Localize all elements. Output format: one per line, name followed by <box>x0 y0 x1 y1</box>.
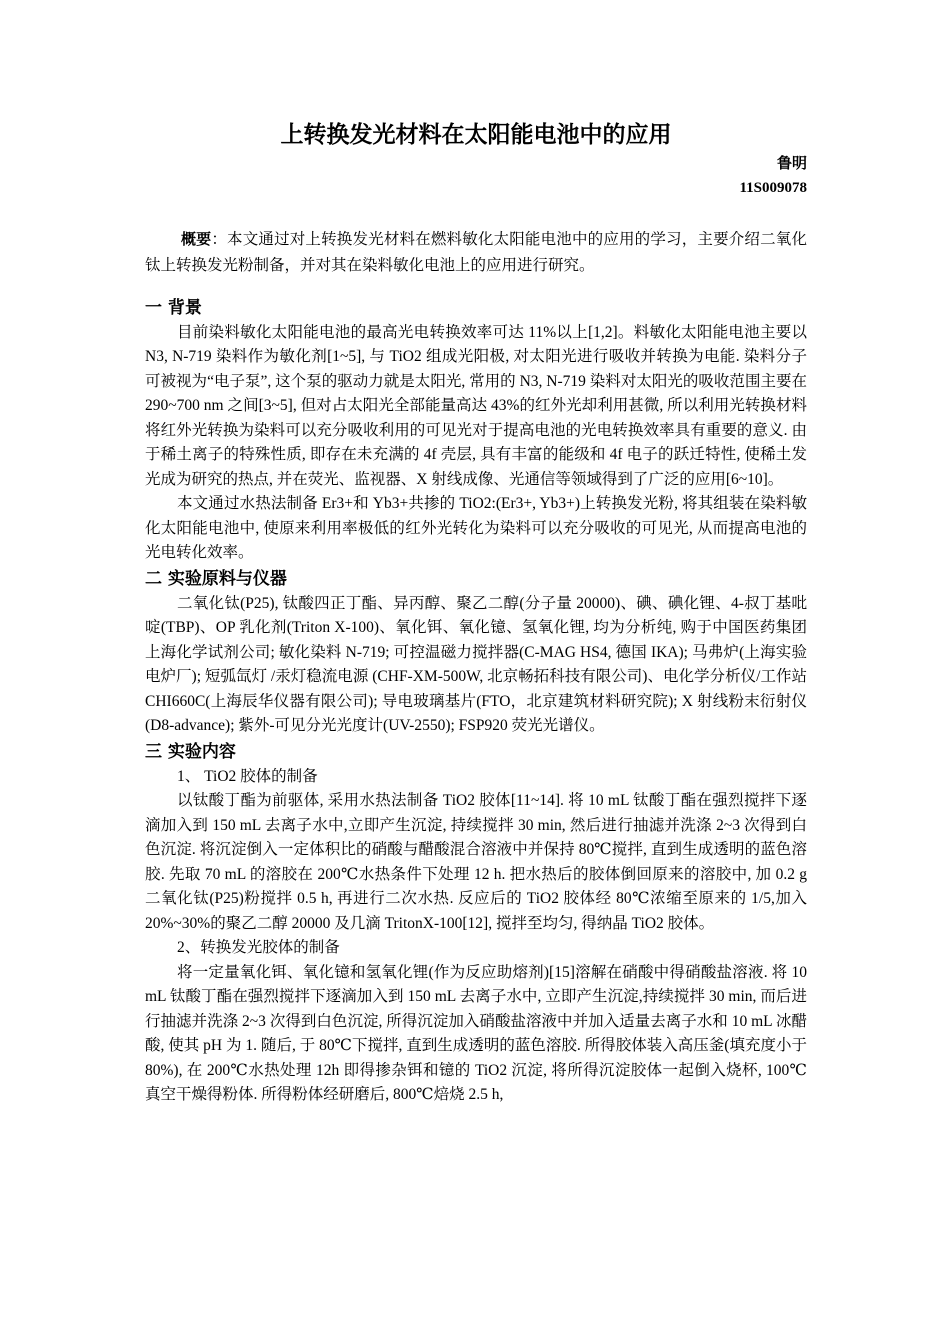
abstract-label: 概要 <box>181 230 212 248</box>
abstract-paragraph <box>145 226 807 279</box>
background-paragraph-2: 本文通过水热法制备 Er3+和 Yb3+共掺的 TiO2:(Er3+, Yb3+)上转换发光粉, 将其组装在染料敏化太阳能电池中, 使原来利用率极低的红外光转化为染料可以充分吸收的可见光, 从而提高电池的光电转化效率。 <box>145 495 807 561</box>
section-heading-materials: 二 实验原料与仪器 <box>145 568 287 589</box>
author-name: 鲁明 <box>776 156 807 172</box>
subsection-heading-upconversion: 2、转换发光胶体的制备 <box>177 939 340 956</box>
section-heading-experiment: 三 实验内容 <box>145 741 236 762</box>
background-paragraph-1: 目前染料敏化太阳能电池的最高光电转换效率可达 11%以上[1,2]。料敏化太阳能电池主要以 N3, N-719 染料作为敏化剂[1~5], 与 TiO2 组成光阳极, 对太阳光进行吸收并转换为电能. 染料分子可被视为“电子泵”, 这个泵的驱动力就是太阳光, 常用的 N3, N-719 染料对太阳光的吸收范围主要在 290~700 nm 之间[3~5], 但对占太阳光全部能量高达 43%的红外光却利用甚微, 所以利用光转换材料将红外光转换为染料可以充分吸收利用的可见光对于提高电池的光电转换效率具有重要的意义. 由于稀土离子的特殊性质, 即存在未充满的 4f 壳层, 具有丰富的能级和 4f 电子的跃迁特性, 使稀土发光成为研究的热点, 并在荧光、监视器、X 射线成像、光通信等领域得到了广泛的应用[6~10]。 <box>145 323 807 488</box>
materials-paragraph: 二氧化钛(P25), 钛酸四正丁酯、异丙醇、聚乙二醇(分子量 20000)、碘、碘化锂、4-叔丁基吡啶(TBP)、OP 乳化剂(Triton X-100)、氧化铒、氧化镱、氢氧化锂, 均为分析纯, 购于中国医药集团上海化学试剂公司; 敏化染料 N-719; 可控温磁力搅拌器(C-MAG HS4, 德国 IKA); 马弗炉(上海实验电炉厂); 短弧氙灯 /汞灯稳流电源 (CHF-XM-500W, 北京畅拓科技有限公司)、电化学分析仪/工作站 CHI660C(上海辰华仪器有限公司); 导电玻璃基片(FTO，北京建筑材料研究院); X 射线粉末衍射仪(D8-advance); 紫外-可见分光光度计(UV-2550); FSP920 荧光光谱仪。 <box>145 594 807 734</box>
document-content <box>145 118 807 1108</box>
student-id: 11S009078 <box>739 180 807 196</box>
experiment-paragraph-2: 将一定量氧化铒、氧化镱和氢氧化锂(作为反应助熔剂)[15]溶解在硝酸中得硝酸盐溶液. 将 10 mL 钛酸丁酯在强烈搅拌下逐滴加入到 150 mL 去离子水中, 立即产生沉淀,持续搅拌 30 min, 而后进行抽滤并洗涤 2~3 次得到白色沉淀, 所得沉淀加入硝酸盐溶液中并加入适量去离子水和 10 mL 冰醋酸, 使其 pH 为 1. 随后, 于 80℃下搅拌, 直到生成透明的蓝色溶胶. 所得胶体装入高压釜(填充度小于 80%), 在 200℃水热处理 12h 即得掺杂铒和镱的 TiO2 沉淀, 将所得沉淀胶体一起倒入烧杯, 100℃真空干燥得粉体. 所得粉体经研磨后, 800℃焙烧 2.5 h, <box>145 963 807 1103</box>
abstract-text: ：本文通过对上转换发光材料在燃料敏化太阳能电池中的应用的学习，主要介绍二氧化钛上转换发光粉制备，并对其在染料敏化电池上的应用进行研究。 <box>145 231 807 274</box>
subsection-heading-tio2: 1、 TiO2 胶体的制备 <box>177 767 318 785</box>
section-heading-background: 一 背景 <box>145 297 202 318</box>
page-title: 上转换发光材料在太阳能电池中的应用 <box>280 122 672 148</box>
experiment-paragraph-1: 以钛酸丁酯为前驱体, 采用水热法制备 TiO2 胶体[11~14]. 将 10 mL 钛酸丁酯在强烈搅拌下逐滴加入到 150 mL 去离子水中,立即产生沉淀, 持续搅拌 30 min, 然后进行抽滤并洗涤 2~3 次得到白色沉淀. 将沉淀倒入一定体积比的硝酸与醋酸混合溶液中并保持 80℃搅拌, 直到生成透明的蓝色溶胶. 先取 70 mL 的溶胶在 200℃水热条件下处理 12 h. 把水热后的胶体倒回原来的溶胶中, 加 0.2 g 二氧化钛(P25)粉搅拌 0.5 h, 再进行二次水热. 反应后的 TiO2 胶体经 80℃浓缩至原来的 1/5,加入 20%~30%的聚乙二醇 20000 及几滴 TritonX-100[12], 搅拌至均匀, 得纳晶 TiO2 胶体。 <box>145 792 807 932</box>
